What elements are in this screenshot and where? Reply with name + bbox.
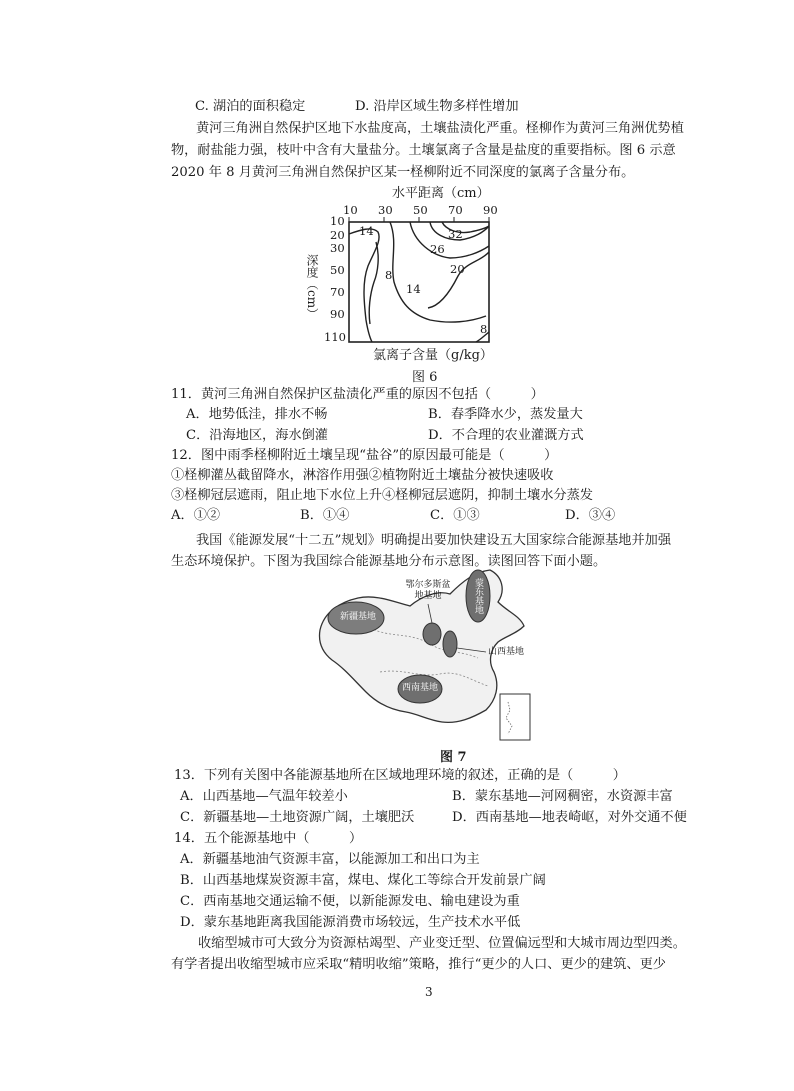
contour-label-14-left: 14 (359, 224, 374, 238)
q12-statements-1: ①柽柳灌丛截留降水，淋溶作用强②植物附近土壤盐分被快速吸收 (171, 468, 554, 483)
contour-label-26: 26 (430, 242, 445, 256)
page-number: 3 (425, 985, 433, 999)
ytick-10: 10 (330, 214, 345, 228)
q14-stem: 14．五个能源基地中（ ） (174, 831, 363, 846)
xtick-50: 50 (413, 203, 428, 217)
ytick-90: 90 (330, 307, 345, 321)
figure7-map (310, 568, 540, 748)
ordos-base-ellipse (423, 623, 441, 645)
intro1-line1: 黄河三角洲自然保护区地下水盐度高，土壤盐渍化严重。柽柳作为黄河三角洲优势植 (196, 121, 684, 136)
q11-option-b: B．春季降水少，蒸发量大 (428, 407, 583, 422)
q11-option-d: D．不合理的农业灌溉方式 (428, 428, 584, 443)
xtick-30: 30 (378, 203, 393, 217)
q14-option-c: C．西南基地交通运输不便，以新能源发电、输电建设为重 (180, 894, 520, 909)
q11-option-a: A．地势低洼，排水不畅 (186, 407, 328, 422)
q11-stem: 11．黄河三角洲自然保护区盐渍化严重的原因不包括（ ） (171, 387, 544, 402)
q14-option-a: A．新疆基地油气资源丰富，以能源加工和出口为主 (180, 852, 480, 867)
q14-option-b: B．山西基地煤炭资源丰富，煤电、煤化工等综合开发前景广阔 (180, 873, 546, 888)
intro3-line1: 收缩型城市可大致分为资源枯竭型、产业变迁型、位置偏远型和大城市周边型四类。 (198, 936, 686, 951)
xtick-70: 70 (448, 203, 463, 217)
contour-8-right-a (428, 252, 489, 308)
contour-label-20: 20 (450, 262, 465, 276)
q11-option-c: C．沿海地区，海水倒灌 (186, 428, 328, 443)
figure6-label: 图 6 (412, 370, 438, 385)
shanxi-base-label: 山西基地 (488, 647, 525, 657)
chart-ylabel: 深度（cm） (305, 254, 319, 321)
xtick-10: 10 (343, 203, 358, 217)
q13-option-c: C．新疆基地—土地资源广阔，土壤肥沃 (180, 810, 415, 825)
xinan-base-label: 西南基地 (402, 683, 439, 693)
prev-option-d: D. 沿岸区域生物多样性增加 (355, 99, 519, 114)
q12-option-c: C．①③ (430, 508, 480, 523)
shanxi-base-ellipse (443, 631, 457, 657)
ytick-20: 20 (330, 228, 345, 242)
intro1-line2: 物，耐盐能力强，枝叶中含有大量盐分。土壤氯离子含量是盐度的重要指标。图 6 示意 (171, 143, 676, 158)
q13-stem: 13．下列有关图中各能源基地所在区域地理环境的叙述，正确的是（ ） (174, 768, 626, 783)
figure7-label: 图 7 (440, 750, 467, 765)
q12-option-b: B．①④ (300, 508, 350, 523)
mengdong-base-label: 蒙东基地 (473, 578, 483, 614)
south-china-sea-inset (500, 694, 530, 740)
q12-option-a: A．①② (171, 508, 221, 523)
ytick-70: 70 (330, 285, 345, 299)
contour-14-left (349, 229, 379, 342)
chart-xlabel: 水平距离（cm） (392, 186, 490, 201)
ytick-30: 30 (330, 241, 345, 255)
ytick-50: 50 (330, 263, 345, 277)
xinjiang-base-label: 新疆基地 (340, 612, 377, 622)
q12-option-d: D．③④ (565, 508, 616, 523)
ordos-base-label: 鄂尔多斯盆地基地 (405, 580, 451, 601)
q12-statements-2: ③柽柳冠层遮雨，阻止地下水位上升④柽柳冠层遮阴，抑制土壤水分蒸发 (171, 488, 593, 503)
intro1-line3: 2020 年 8 月黄河三角洲自然保护区某一柽柳附近不同深度的氯离子含量分布。 (171, 165, 635, 180)
xtick-90: 90 (483, 203, 498, 217)
ytick-110: 110 (324, 330, 346, 344)
q13-option-b: B．蒙东基地—河网稠密，水资源丰富 (452, 789, 673, 804)
q13-option-a: A．山西基地—气温年较差小 (180, 789, 348, 804)
contour-label-32: 32 (448, 227, 463, 241)
q14-option-d: D．蒙东基地距离我国能源消费市场较远，生产技术水平低 (180, 915, 521, 930)
q12-stem: 12．图中雨季柽柳附近土壤呈现“盐谷”的原因最可能是（ ） (171, 448, 558, 463)
contour-label-8-mid: 8 (385, 268, 393, 282)
contour-label-14-mid: 14 (406, 282, 421, 296)
intro2-line2: 生态环境保护。下图为我国综合能源基地分布示意图。读图回答下面小题。 (171, 554, 607, 569)
intro3-line2: 有学者提出收缩型城市应采取“精明收缩”策略，推行“更少的人口、更少的建筑、更少 (171, 957, 666, 972)
prev-option-c: C. 湖泊的面积稳定 (195, 99, 306, 114)
contour-label-8-corner: 8 (480, 322, 488, 336)
intro2-line1: 我国《能源发展“十二五”规划》明确提出要加快建设五大国家综合能源基地并加强 (196, 533, 672, 548)
chart-caption-label: 氯离子含量（g/kg） (373, 348, 493, 363)
q13-option-d: D．西南基地—地表崎岖，对外交通不便 (452, 810, 687, 825)
